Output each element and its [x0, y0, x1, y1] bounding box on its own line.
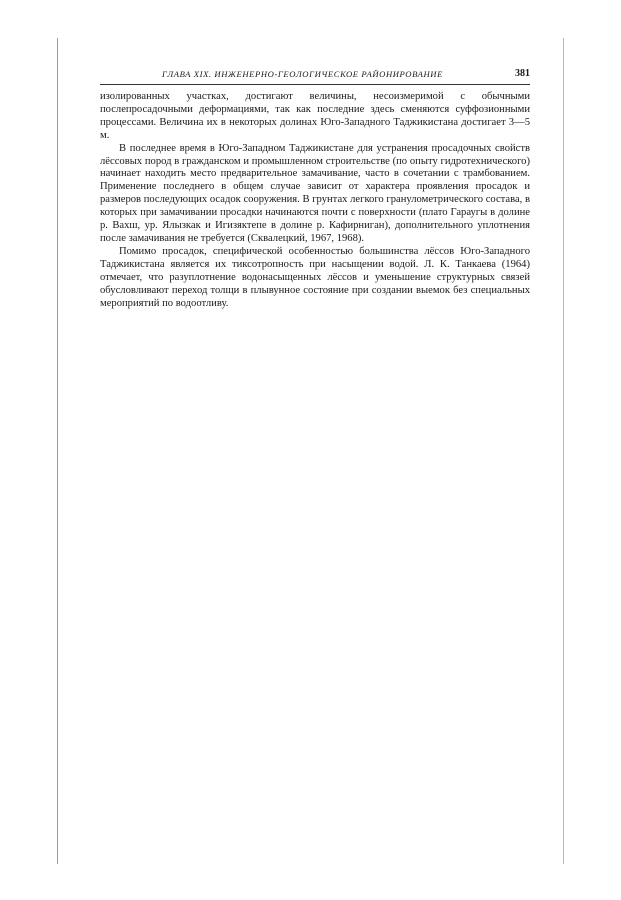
paragraph-1: изолированных участках, достигают величины, несоизмеримой с обычными послепросадочными деформациями, так как последние здесь сменяются суффозионными процессами. Величина их в некоторых долинах Юго-Западного Таджикистана достигает 3—5 м. [100, 91, 530, 141]
body-text [100, 91, 530, 310]
scan-edge-right [563, 38, 564, 864]
paragraph-2: В последнее время в Юго-Западном Таджикистане для устранения просадочных свойств лёссовых пород в гражданском и промышленном строительстве (по опыту гидротехнического) начинает находить место предварительное замачивание, часто в сочетании с трамбованием. Применение последнего в общем случае зависит от характера проявления просадок и размеров последующих осадок сооружения. В грунтах легкого гранулометрического состава, в которых при замачивании просадки начинаются почти с поверхности (плато Гараугы в долине р. Вахш, ур. Ялызкак и Игизяктепе в долине р. Кафирниган), дополнительного уплотнения после замачивания не требуется (Сквалецкий, 1967, 1968). [100, 142, 530, 244]
running-title: ГЛАВА XIX. ИНЖЕНЕРНО-ГЕОЛОГИЧЕСКОЕ РАЙОНИРОВАНИЕ [162, 69, 443, 79]
running-head [100, 66, 530, 85]
scan-edge-left [57, 38, 58, 864]
page-number: 381 [515, 68, 530, 79]
paragraph-3: Помимо просадок, специфической особенностью большинства лёссов Юго-Западного Таджикистана является их тиксотропность при насыщении водой. Л. К. Танкаева (1964) отмечает, что разуплотнение водонасыщенных лёссов и уменьшение структурных связей обусловливают переход толщи в плывунное состояние при создании выемок без специальных мероприятий по водоотливу. [100, 245, 530, 309]
book-page [100, 66, 530, 310]
